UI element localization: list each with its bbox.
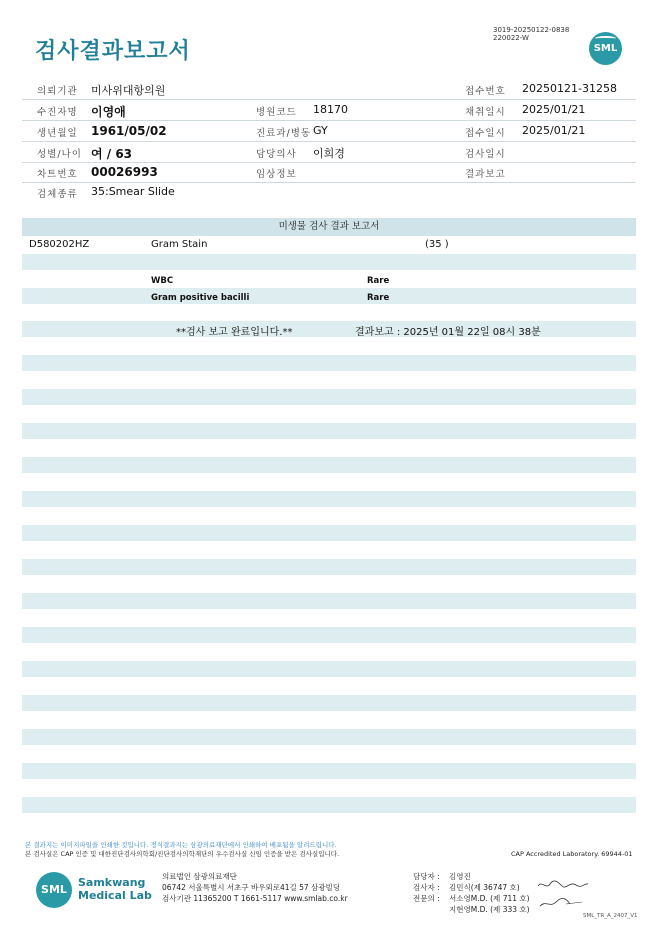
info-row [22, 162, 636, 183]
row-stripe [22, 254, 636, 270]
info-value: GY [313, 124, 328, 137]
section-title: 미생물 검사 결과 보고서 [22, 218, 636, 236]
info-label: 담당의사 [256, 149, 297, 160]
info-label: 의뢰기관 [37, 86, 78, 97]
report-complete-text: **검사 보고 완료입니다.** [176, 327, 293, 338]
row-stripe [22, 288, 636, 304]
info-row [22, 142, 636, 163]
lab-name-line: Medical Lab [78, 889, 152, 902]
row-stripe [22, 491, 636, 507]
info-label: 검사일시 [465, 149, 506, 160]
info-label: 차트번호 [37, 169, 78, 180]
sex-age: 여 / 63 [91, 147, 133, 161]
info-label: 생년월일 [37, 128, 78, 139]
info-label: 임상정보 [256, 169, 297, 180]
test-number: (35 ) [425, 239, 449, 250]
info-row [22, 79, 636, 100]
report-time: 결과보고 : 2025년 01월 22일 08시 38분 [355, 327, 541, 338]
row-stripe [22, 627, 636, 643]
info-value: 이희경 [313, 147, 345, 160]
form-number: SML_TR_A_2407_V1 [583, 913, 638, 919]
signature-image [536, 878, 596, 914]
address-line: 검사기관 11365200 T 1661-5117 www.smlab.co.kr [162, 894, 348, 903]
info-value: 18170 [313, 103, 348, 116]
row-stripe [22, 389, 636, 405]
staff-name: 김영진 [449, 872, 471, 881]
row-stripe [22, 355, 636, 371]
notice-certification: 본 검사실은 CAP 인증 및 대한진단검사의학회/진단검사의학재단의 우수검사실 신임 인증을 받은 검사실입니다. [25, 850, 340, 858]
staff-row [413, 871, 530, 882]
address-line: 06742 서울특별시 서초구 바우뫼로41길 57 삼광빌딩 [162, 883, 341, 892]
info-row [22, 182, 636, 202]
staff-name: 김민식(제 36747 호) [449, 883, 520, 892]
info-label: 채취일시 [465, 107, 506, 118]
staff-name: 서소영M.D. (제 711 호) [449, 894, 530, 903]
info-label: 검체종류 [37, 189, 78, 200]
row-stripe [22, 729, 636, 745]
row-stripe [22, 593, 636, 609]
info-value: 2025/01/21 [522, 103, 586, 116]
row-stripe [22, 695, 636, 711]
info-label: 접수번호 [465, 86, 506, 97]
row-stripe [22, 321, 636, 337]
info-value: 미사위대항의원 [91, 84, 166, 97]
row-stripe [22, 423, 636, 439]
document-id [493, 26, 569, 42]
staff-row [413, 904, 530, 915]
staff-list [413, 871, 530, 915]
info-value: 2025/01/21 [522, 124, 586, 137]
patient-name: 이영애 [91, 105, 126, 119]
staff-role: 전문의 : [413, 894, 440, 903]
sml-logo: SML [589, 32, 622, 65]
result-item-name: WBC [151, 276, 174, 286]
specimen-type: 35:Smear Slide [91, 185, 175, 198]
info-label: 수진자명 [37, 107, 78, 118]
document-id-line: 3019-20250122-0838 [493, 26, 570, 34]
row-stripe [22, 797, 636, 813]
birth-date: 1961/05/02 [91, 124, 167, 138]
row-stripe [22, 457, 636, 473]
staff-role: 담당자 : [413, 872, 440, 881]
result-item-name: Gram positive bacilli [151, 293, 250, 303]
staff-row [413, 893, 530, 904]
info-row [22, 100, 636, 121]
chart-number: 00026993 [91, 165, 158, 179]
row-stripe [22, 661, 636, 677]
address-line: 의료법인 삼광의료재단 [162, 872, 237, 881]
result-item-value: Rare [367, 276, 390, 286]
cap-accreditation: CAP Accredited Laboratory. 69944-01 [511, 850, 633, 858]
notice-image-print: 본 결과지는 이미지파일을 인쇄한 것입니다. 정식결과지는 삼광의료재단에서 인쇄하여 배포됨을 알려드립니다. [25, 841, 337, 849]
staff-name: 지현영M.D. (제 333 호) [449, 905, 530, 914]
info-value: 20250121-31258 [522, 82, 617, 95]
page-title: 검사결과보고서 [35, 39, 191, 64]
staff-row [413, 882, 530, 893]
document-id-line: 220022-W [493, 34, 529, 42]
info-label: 성별/나이 [37, 149, 82, 160]
info-label: 병원코드 [256, 107, 297, 118]
result-item-value: Rare [367, 293, 390, 303]
sml-logo: SML [36, 872, 72, 908]
test-code: D580202HZ [29, 239, 90, 250]
info-label: 진료과/병동 [256, 128, 312, 139]
info-label: 결과보고 [465, 169, 506, 180]
staff-role: 검사자 : [413, 883, 440, 892]
lab-address [162, 871, 348, 904]
info-label: 접수일시 [465, 128, 506, 139]
info-row [22, 121, 636, 142]
row-stripe [22, 763, 636, 779]
lab-name-line: Samkwang [78, 876, 146, 889]
row-stripe [22, 559, 636, 575]
lab-name [78, 876, 152, 902]
row-stripe [22, 525, 636, 541]
test-name: Gram Stain [151, 239, 208, 250]
